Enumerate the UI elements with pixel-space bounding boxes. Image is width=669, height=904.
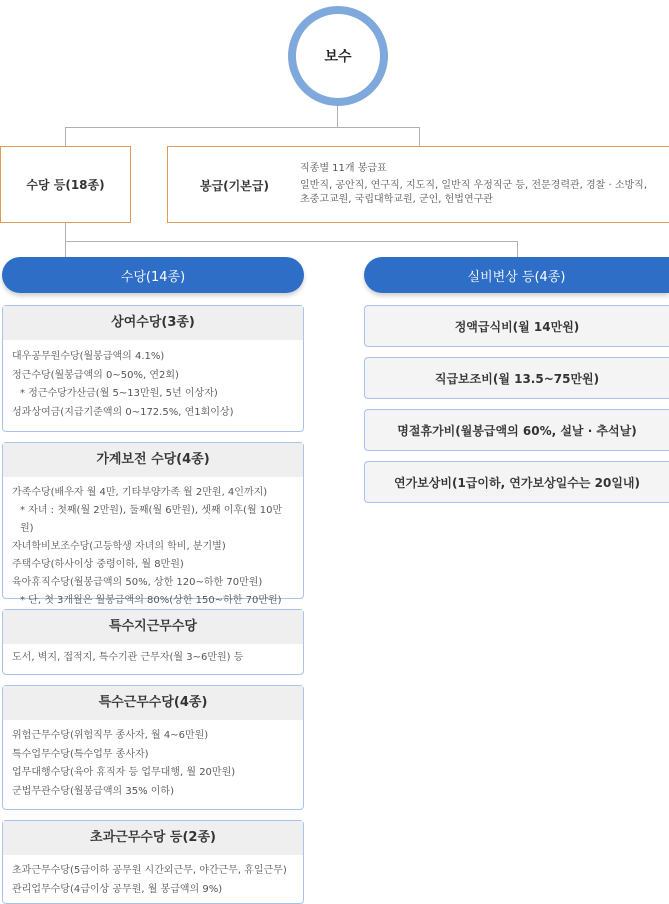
list-item-note: * 단, 첫 3개월은 월봉급액의 80%(상한 150~하한 70만원) (20, 595, 282, 606)
base-salary-box (167, 146, 669, 223)
position-subsidy-box (364, 357, 669, 399)
list-item: 성과상여금(지급기준액의 0~172.5%, 연1회이상) (12, 406, 234, 418)
root-node (288, 6, 388, 106)
expenses-pill (364, 257, 669, 293)
root-label: 보수 (324, 49, 352, 65)
connector-left-down (65, 127, 66, 146)
household-allowance-box (2, 442, 304, 606)
special-duty-allowance-box (2, 685, 304, 810)
list-item: 주택수당(하사이상 중령이하, 월 8만원) (12, 559, 184, 570)
list-item: 특수업무수당(특수업무 종사자) (12, 748, 149, 760)
salary-table-desc: 일반직, 공안직, 연구직, 지도직, 일반직 우정직군 등, 전문경력관, 경찰 · 소방직, 초중고교원, 국립대학교원, 군인, 헌법연구관 (300, 180, 648, 205)
allowances-pill (2, 257, 304, 293)
allowances-pill-label: 수당(14종) (120, 269, 186, 285)
allowances-total-label: 수당 등(18종) (26, 178, 105, 192)
list-item: 업무대행수당(육아 휴직자 등 업무대행, 월 20만원) (12, 767, 236, 778)
bonus-allowance-title: 상여수당(3종) (3, 306, 303, 340)
expenses-pill-label: 실비변상 등(4종) (467, 269, 566, 285)
list-item: 대우공무원수당(월봉급액의 4.1%) (12, 351, 165, 362)
holiday-bonus-box (364, 409, 669, 451)
list-item: 가족수당(배우자 월 4만, 기타부양가족 월 2만원, 4인까지) (12, 487, 268, 498)
list-item: 자녀학비보조수당(고등학생 자녀의 학비, 분기별) (12, 541, 226, 552)
list-item: 관리업무수당(4급이상 공무원, 월 봉급액의 9%) (12, 883, 223, 895)
list-item-note: * 정근수당가산금(월 5~13만원, 5년 이상자) (20, 388, 218, 399)
leave-compensation-box (364, 461, 669, 503)
list-item: 정근수당(월봉급액의 0~50%, 연2회) (12, 369, 179, 381)
position-subsidy-label: 직급보조비(월 13.5~75만원) (434, 371, 600, 386)
overtime-allowance-box (2, 820, 304, 904)
base-salary-label: 봉급(기본급) (200, 179, 269, 193)
list-item: 육아휴직수당(월봉급액의 50%, 상한 120~하한 70만원) (12, 577, 263, 588)
leave-compensation-label: 연가보상비(1급이하, 연가보상일수는 20일내) (394, 475, 640, 490)
special-duty-allowance-title: 특수근무수당(4종) (3, 686, 303, 720)
household-allowance-title: 가계보전 수당(4종) (3, 443, 303, 477)
list-item: 위험근무수당(위험직무 종사자, 월 4~6만원) (12, 730, 209, 741)
connector-mid-horizontal (65, 241, 518, 242)
list-item-note: * 자녀 : 첫째(월 2만원), 둘째(월 6만원), 셋째 이후(월 10만원) (20, 505, 283, 534)
remote-area-allowance-box (2, 609, 304, 675)
connector-allow-down (65, 222, 66, 257)
meal-allowance-box (364, 305, 669, 347)
holiday-bonus-label: 명절휴가비(월봉급액의 60%, 설날 · 추석날) (397, 423, 637, 438)
bonus-allowance-box (2, 305, 304, 432)
remote-area-allowance-title: 특수지근무수당 (3, 610, 303, 644)
connector-root-down (337, 106, 338, 128)
list-item: 군법무관수당(월봉급액의 35% 이하) (12, 785, 174, 797)
salary-table-title: 직종별 11개 봉급표 (300, 163, 387, 174)
overtime-allowance-title: 초과근무수당 등(2종) (3, 821, 303, 855)
connector-expense-down (517, 241, 518, 257)
list-item: 초과근무수당(5급이하 공무원 시간외근무, 야간근무, 휴일근무) (12, 865, 287, 876)
meal-allowance-label: 정액급식비(월 14만원) (454, 319, 580, 334)
list-item: 도서, 벽지, 접적지, 특수기관 근무자(월 3~6만원) 등 (12, 652, 244, 663)
allowances-total-box (0, 146, 131, 223)
connector-right-down (419, 127, 420, 146)
connector-top-horizontal (65, 127, 420, 128)
